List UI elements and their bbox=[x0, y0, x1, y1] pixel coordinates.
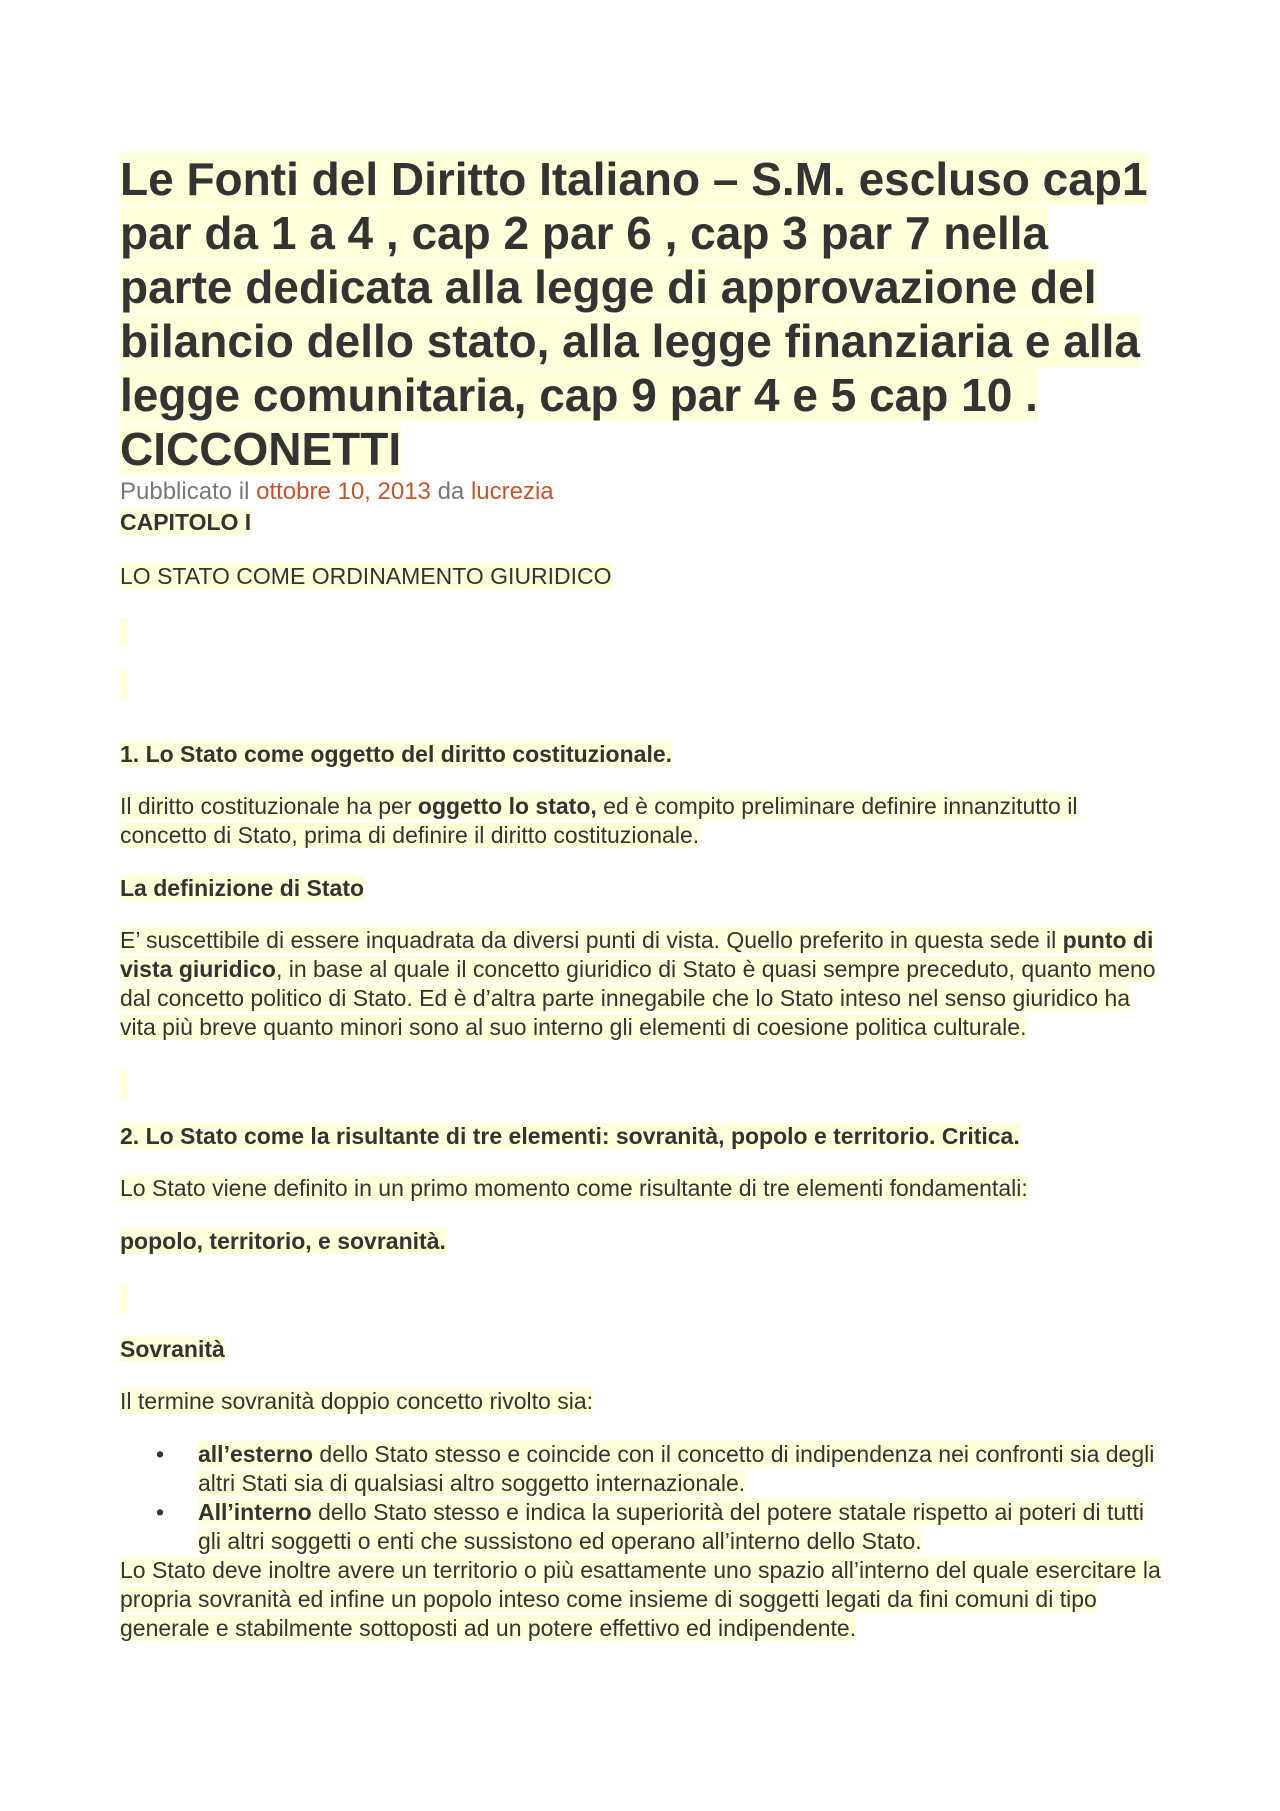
post-date-link[interactable]: ottobre 10, 2013 bbox=[256, 478, 431, 505]
list-item: • all’esterno dello Stato stesso e coincide con il concetto di indipendenza nei confronti sia degli altri Stati sia di qualsiasi altro soggetto internazionale. bbox=[156, 1441, 1155, 1496]
article bbox=[120, 152, 1170, 1643]
empty-highlight-line bbox=[120, 670, 128, 700]
bullet-icon: • bbox=[156, 1499, 165, 1525]
section-1-heading: 1. Lo Stato come oggetto del diritto costituzionale. bbox=[120, 741, 673, 767]
empty-highlight-line bbox=[120, 618, 128, 648]
section-2-paragraph-final: Lo Stato deve inoltre avere un territorio o più esattamente uno spazio all’interno del quale esercitare la propria sovranità ed infine un popolo inteso come insieme di soggetti legati da fini comuni di tipo generale e stabilmente sottoposti ad un potere effettivo ed indipendente. bbox=[120, 1557, 1161, 1641]
published-prefix: Pubblicato il bbox=[120, 478, 250, 505]
by-label: da bbox=[437, 478, 465, 505]
sovranita-list bbox=[120, 1440, 1170, 1556]
section-2-paragraph-1: Lo Stato viene definito in un primo momento come risultante di tre elementi fondamentali: bbox=[120, 1175, 1028, 1201]
post-meta bbox=[120, 478, 1170, 506]
post-title: Le Fonti del Diritto Italiano – S.M. escluso cap1 par da 1 a 4 , cap 2 par 6 , cap 3 par 7 nella parte dedicata alla legge di approvazione del bilancio dello stato, alla legge finanziaria e alla legge comunitaria, cap 9 par 4 e 5 cap 10 . CICCONETTI bbox=[120, 153, 1148, 475]
section-1-paragraph-2: E’ suscettibile di essere inquadrata da diversi punti di vista. Quello preferito in questa sede il punto di vista giuridico, in base al quale il concetto giuridico di Stato è quasi sempre preceduto, quanto meno dal concetto politico di Stato. Ed è d’altra parte innegabile che lo Stato inteso nel senso giuridico ha vita più breve quanto minori sono al suo interno gli elementi di coesione politica culturale. bbox=[120, 927, 1156, 1040]
empty-highlight-line bbox=[120, 1070, 128, 1100]
chapter-subtitle: LO STATO COME ORDINAMENTO GIURIDICO bbox=[120, 563, 612, 589]
sovranita-intro: Il termine sovranità doppio concetto rivolto sia: bbox=[120, 1388, 594, 1414]
bullet-icon: • bbox=[156, 1441, 165, 1467]
list-item: • All’interno dello Stato stesso e indica la superiorità del potere statale rispetto ai poteri di tutti gli altri soggetti o enti che sussistono ed operano all’interno dello Stato. bbox=[156, 1499, 1145, 1554]
section-1-paragraph-1: Il diritto costituzionale ha per oggetto lo stato, ed è compito preliminare definire innanzitutto il concetto di Stato, prima di definire il diritto costituzionale. bbox=[120, 793, 1078, 848]
section-1-subheading: La definizione di Stato bbox=[120, 875, 365, 901]
sovranita-heading: Sovranità bbox=[120, 1336, 225, 1362]
empty-highlight-line bbox=[120, 1283, 128, 1313]
chapter-label: CAPITOLO I bbox=[120, 509, 252, 535]
author-link[interactable]: lucrezia bbox=[470, 478, 554, 505]
section-2-elements: popolo, territorio, e sovranità. bbox=[120, 1228, 446, 1254]
section-2-heading: 2. Lo Stato come la risultante di tre elementi: sovranità, popolo e territorio. Critica. bbox=[120, 1123, 1020, 1149]
